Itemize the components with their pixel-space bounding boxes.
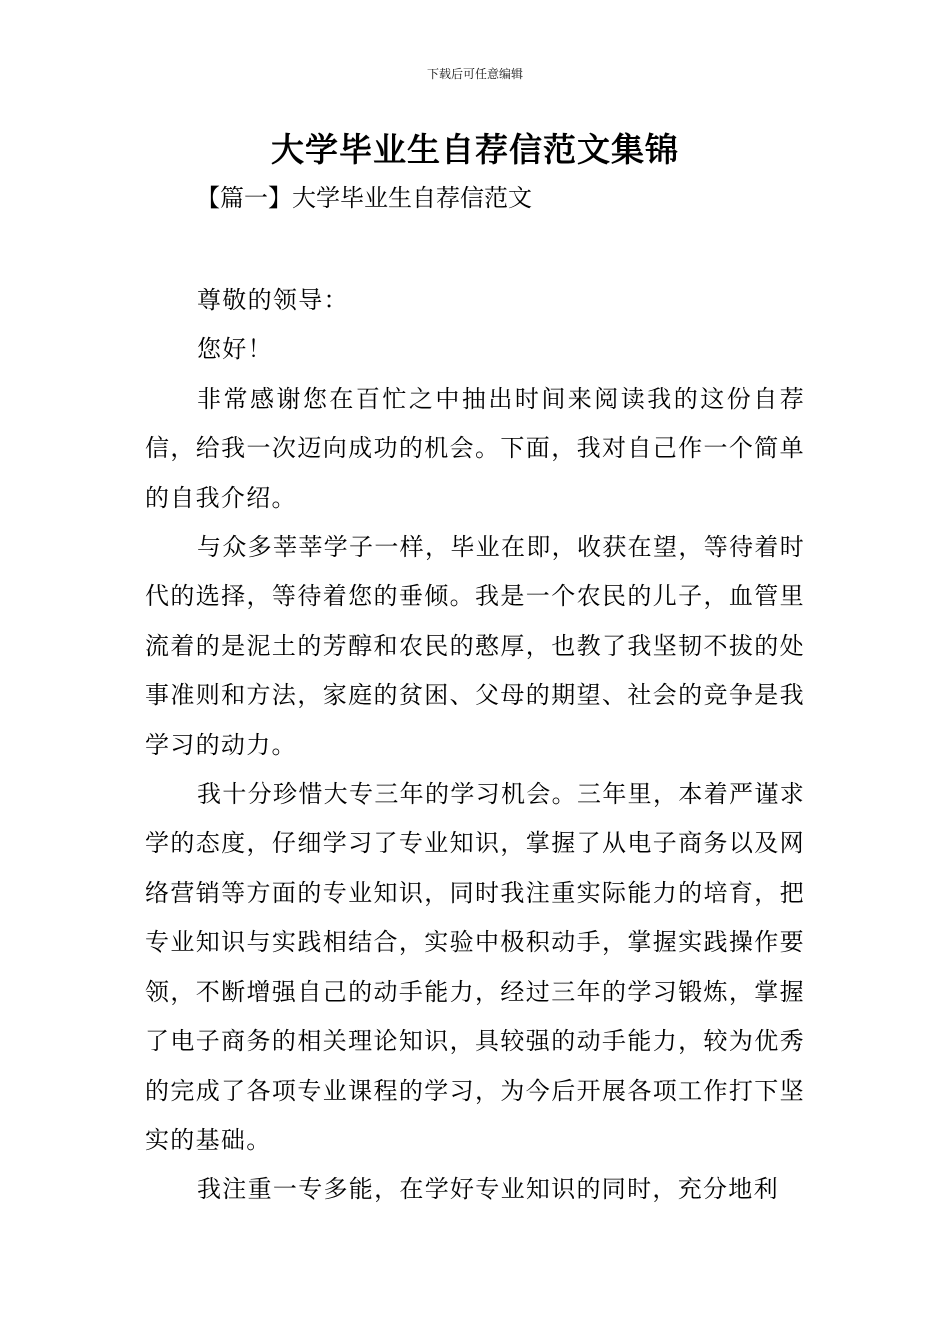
document-title: 大学毕业生自荐信范文集锦 xyxy=(271,130,679,169)
salutation: 尊敬的领导： xyxy=(197,286,349,314)
header-note: 下载后可任意编辑 xyxy=(426,67,523,81)
paragraph-intro: 非常感谢您在百忙之中抽出时间来阅读我的这份自荐信，给我一次迈向成功的机会。下面，我对自己作一个简单的自我介绍。 xyxy=(145,384,805,512)
section-heading: 【篇一】大学毕业生自荐信范文 xyxy=(196,184,532,212)
paragraph-skills: 我注重一专多能，在学好专业知识的同时，充分地利 xyxy=(197,1175,779,1204)
greeting: 您好！ xyxy=(197,335,273,364)
paragraph-background: 与众多莘莘学子一样，毕业在即，收获在望，等待着时代的选择，等待着您的垂倾。我是一个农民的儿子，血管里流着的是泥土的芳醇和农民的憨厚，也教了我坚韧不拔的处事准则和方法，家庭的贫困、父母的期望、社会的竞争是我学习的动力。 xyxy=(145,533,805,759)
letter-body xyxy=(145,276,805,1215)
paragraph-study: 我十分珍惜大专三年的学习机会。三年里，本着严谨求学的态度，仔细学习了专业知识，掌握了从电子商务以及网络营销等方面的专业知识，同时我注重实际能力的培育，把专业知识与实践相结合，实验中极积动手，掌握实践操作要领，不断增强自己的动手能力，经过三年的学习锻炼，掌握了电子商务的相关理论知识，具较强的动手能力，较为优秀的完成了各项专业课程的学习，为今后开展各项工作打下坚实的基础。 xyxy=(145,780,805,1154)
